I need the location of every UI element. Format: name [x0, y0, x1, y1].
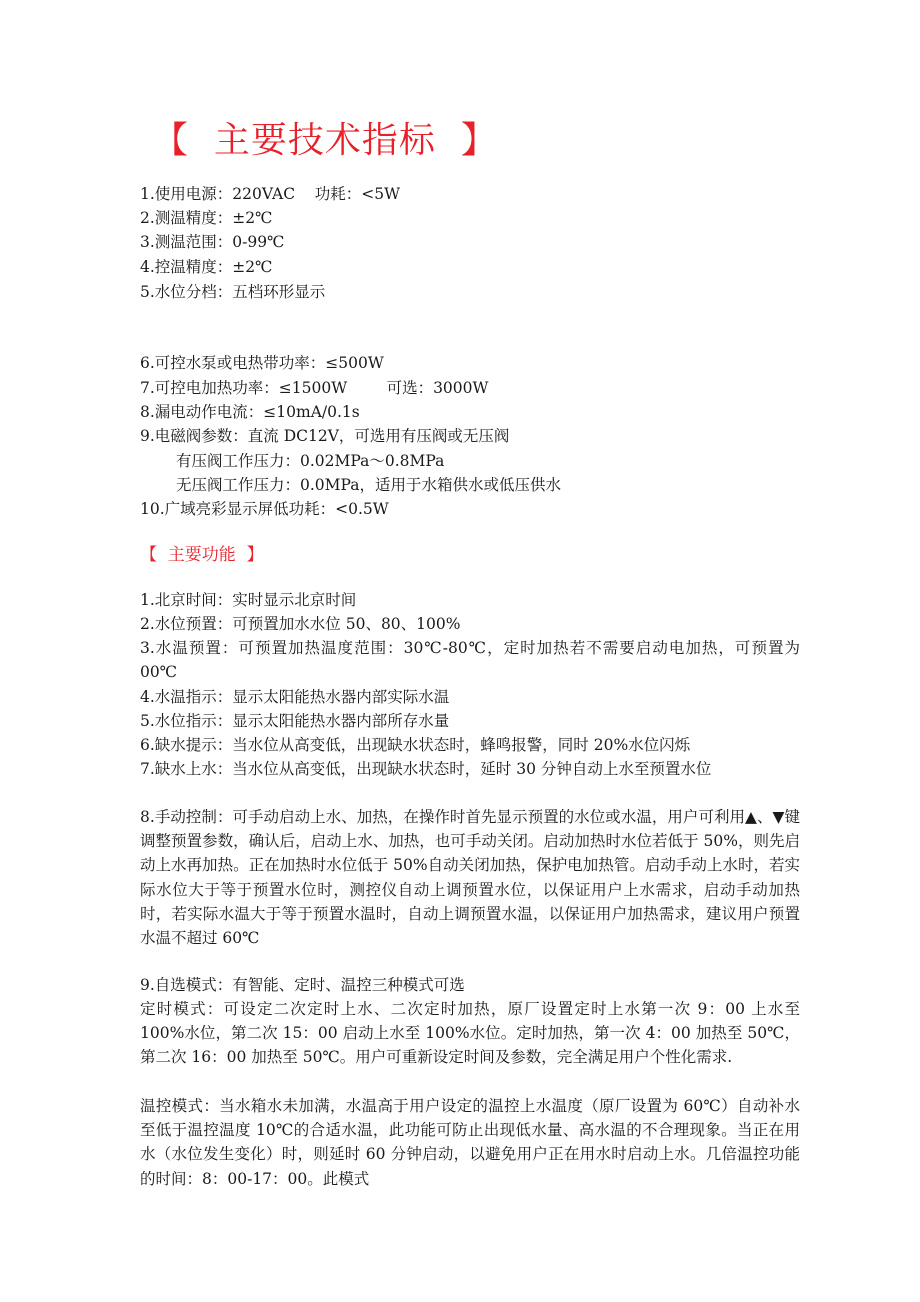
spec-line: 1.使用电源：220VAC 功耗：<5W — [140, 185, 401, 203]
spec-line: 9.电磁阀参数：直流 DC12V，可选用有压阀或无压阀 — [140, 427, 510, 445]
spec-line: 10.广域亮彩显示屏低功耗：<0.5W — [140, 500, 389, 518]
function-item: 3.水温预置：可预置加热温度范围：30℃-80℃，定时加热若不需要启动电加热，可预置为 00℃ — [140, 639, 800, 682]
function-item: 7.缺水上水：当水位从高变低，出现缺水状态时，延时 30 分钟自动上水至预置水位 — [140, 760, 712, 778]
spec-line: 7.可控电加热功率：≤1500W 可选：3000W — [140, 379, 489, 397]
function-item: 5.水位指示：显示太阳能热水器内部所存水量 — [140, 712, 450, 730]
function-item: 8.手动控制：可手动启动上水、加热，在操作时首先显示预置的水位或水温，用户可利用▲、▼键调整预置参数，确认后，启动上水、加热，也可手动关闭。启动加热时水位若低于 50%，则先启动上水再加热。正在加热时水位低于 50%自动关闭加热，保护电加热管。启动手动上水时，若实际水位大于等于预置水位时，测控仪自动上调预置水位，以保证用户上水需求，启动手动加热时，若实际水温大于等于预置水温时，自动上调预置水温，以保证用户加热需求，建议用户预置水温不超过 60℃ — [140, 808, 800, 948]
spec-line: 5.水位分档：五档环形显示 — [140, 283, 326, 301]
spec-line: 8.漏电动作电流：≤10mA/0.1s — [140, 403, 360, 421]
spec-line: 6.可控水泵或电热带功率：≤500W — [140, 354, 384, 372]
function-item: 4.水温指示：显示太阳能热水器内部实际水温 — [140, 688, 450, 706]
spec-line: 4.控温精度：±2℃ — [140, 258, 273, 276]
function-item: 1.北京时间：实时显示北京时间 — [140, 591, 357, 609]
spec-line: 无压阀工作压力：0.0MPa，适用于水箱供水或低压供水 — [176, 476, 561, 494]
specs-heading: 【 主要技术指标 】 — [152, 120, 498, 161]
spec-line: 2.测温精度：±2℃ — [140, 209, 273, 227]
function-item: 温控模式：当水箱水未加满，水温高于用户设定的温控上水温度（原厂设置为 60℃）自动补水至低于温控温度 10℃的合适水温，此功能可防止出现低水量、高水温的不合理现象。当正在用水（水位发生变化）时，则延时 60 分钟启动，以避免用户正在用水时启动上水。几倍温控功能的时间：8：00-17：00。此模式 — [140, 1097, 800, 1188]
spec-line: 3.测温范围：0-99℃ — [140, 233, 285, 251]
function-item: 2.水位预置：可预置加水水位 50、80、100% — [140, 615, 461, 633]
function-item: 6.缺水提示：当水位从高变低，出现缺水状态时，蜂鸣报警，同时 20%水位闪烁 — [140, 736, 691, 754]
function-item: 定时模式：可设定二次定时上水、二次定时加热，原厂设置定时上水第一次 9：00 上水至 100%水位，第二次 15：00 启动上水至 100%水位。定时加热，第一次 4：00 加热至 50℃，第二次 16：00 加热至 50℃。用户可重新设定时间及参数，完全满足用户个性化需求. — [140, 1000, 800, 1067]
function-item: 9.自选模式：有智能、定时、温控三种模式可选 — [140, 976, 465, 994]
functions-heading: 【 主要功能 】 — [140, 545, 264, 565]
spec-line: 有压阀工作压力：0.02MPa～0.8MPa — [176, 452, 445, 470]
